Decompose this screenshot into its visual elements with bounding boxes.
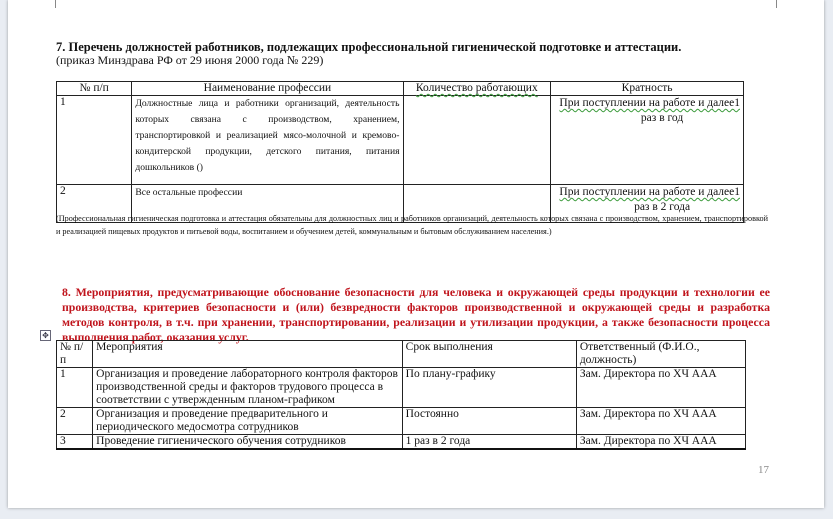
activity-cell: Организация и проведение предварительного и периодического медосмотра сотрудников	[93, 408, 402, 435]
table-row	[57, 96, 744, 185]
responsible-cell: Зам. Директора по ХЧ ААА	[576, 435, 745, 450]
term-cell: Постоянно	[402, 408, 576, 435]
employee-count	[403, 96, 551, 185]
row-number: 2	[57, 185, 132, 223]
profession-name: Должностные лица и работники организаций, деятельность которых связана с производством, хранением, транспортировкой и реализацией мясо-молочной и кремово-кондитерской продукции, детского питания, питания дошкольников ()	[132, 96, 403, 185]
section7-subheading: (приказ Минздрава РФ от 29 июня 2000 года № 229)	[56, 53, 324, 67]
row-number: 1	[57, 96, 132, 185]
section8-heading: 8. Мероприятия, предусматривающие обоснование безопасности для человека и окружающей среды продукции и технологии ее производства, критериев безопасности и (или) безвредности факторов производственной и окружающей среды и разработка методов контроля, в т.ч. при хранении, транспортировании, реализации и утилизации продукции, а также безопасности процесса выполнения работ, оказания услуг.	[62, 285, 770, 344]
section7-note: (Профессиональная гигиеническая подготовка и аттестация обязательны для должностных лиц и работников организаций, деятельность которых связана с производством, хранением, транспортировкой и реализацией пищевых продуктов и питьевой воды, воспитанием и обучением детей, коммунальным и бытовым обслуживанием населения.)	[56, 214, 768, 236]
crop-mark-top-right	[776, 0, 777, 8]
column-header-number: № п/п	[57, 82, 132, 96]
column-header-frequency: Кратность	[551, 82, 744, 96]
frequency-line-1: При поступлении на работе и далее1	[559, 97, 740, 109]
measures-table	[56, 340, 746, 450]
crop-mark-top-left	[55, 0, 56, 8]
activity-cell: Проведение гигиенического обучения сотрудников	[93, 435, 402, 450]
table-header-row	[57, 82, 744, 96]
row-number: 2	[57, 408, 93, 435]
frequency-line-2: раз в год	[640, 112, 684, 124]
frequency-line-2: раз в 2 года	[634, 201, 691, 213]
responsible-cell: Зам. Директора по ХЧ ААА	[576, 408, 745, 435]
table-row	[57, 408, 746, 435]
column-header-term: Срок выполнения	[402, 341, 576, 368]
move-cross-icon[interactable]: ✥	[40, 330, 51, 341]
activity-cell: Организация и проведение лабораторного контроля факторов производственной среды и факторов трудового процесса в соответствии с утвержденным планом-графиком	[93, 368, 402, 408]
column-header-count	[403, 82, 551, 96]
column-header-responsible: Ответственный (Ф.И.О., должность)	[576, 341, 745, 368]
column-header-number: № п/п	[57, 341, 93, 368]
table-row	[57, 368, 746, 408]
frequency-line-1: При поступлении на работе и далее1	[559, 186, 740, 198]
column-header-count-text: Количество работающих	[415, 82, 538, 94]
column-header-profession: Наименование профессии	[132, 82, 403, 96]
profession-name: Все остальные профессии	[132, 185, 403, 223]
section7-heading: 7. Перечень должностей работников, подлежащих профессиональной гигиенической подготовке и аттестации.	[56, 40, 682, 54]
term-cell: 1 раз в 2 года	[402, 435, 576, 450]
professions-table	[56, 81, 744, 223]
page-number: 17	[758, 464, 769, 476]
term-cell: По плану-графику	[402, 368, 576, 408]
row-number: 1	[57, 368, 93, 408]
table-header-row	[57, 341, 746, 368]
responsible-cell: Зам. Директора по ХЧ ААА	[576, 368, 745, 408]
table-row	[57, 435, 746, 450]
row-number: 3	[57, 435, 93, 450]
frequency-cell	[551, 96, 744, 185]
column-header-activity: Мероприятия	[93, 341, 402, 368]
